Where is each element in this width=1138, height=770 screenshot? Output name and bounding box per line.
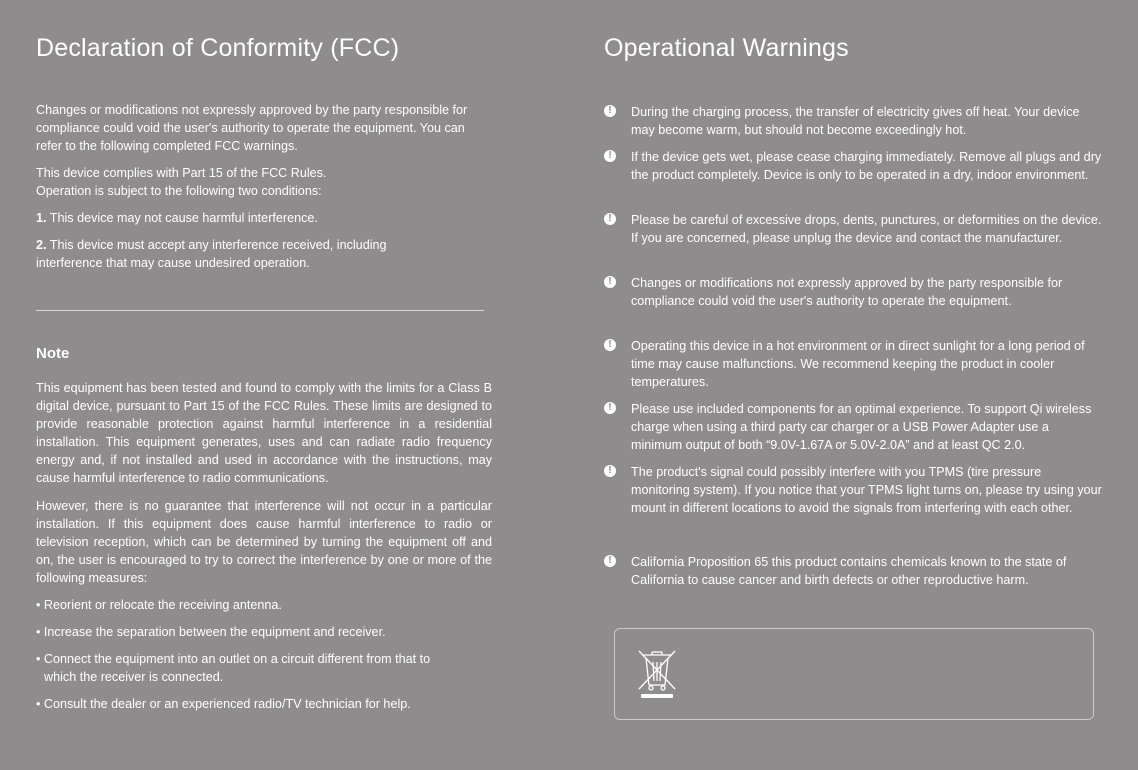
exclamation-circle-icon: ! xyxy=(604,465,616,477)
condition-2-text: This device must accept any interference received, including interference that may cause undesired operation. xyxy=(36,238,387,270)
fcc-condition-2 xyxy=(36,236,436,272)
warning-item xyxy=(604,211,1102,247)
warning-text: If the device gets wet, please cease charging immediately. Remove all plugs and dry the product completely. Device is only to be operated in a dry, indoor environment. xyxy=(631,150,1102,182)
warning-item xyxy=(604,463,1102,517)
warning-text: Operating this device in a hot environment or in direct sunlight for a long period of time may cause malfunctions. We recommend keeping the product in cooler temperatures. xyxy=(631,339,1085,389)
exclamation-circle-icon: ! xyxy=(604,105,616,117)
fcc-intro: Changes or modifications not expressly approved by the party responsible for compliance could void the user's authority to operate the equipment. You can refer to the following completed FCC warnings. xyxy=(36,103,468,153)
warning-item xyxy=(604,103,1102,139)
fcc-title: Declaration of Conformity (FCC) xyxy=(36,34,400,62)
exclamation-circle-icon: ! xyxy=(604,276,616,288)
condition-2-number: 2. xyxy=(36,238,47,252)
exclamation-circle-icon: ! xyxy=(604,402,616,414)
fcc-complies-line2: Operation is subject to the following two conditions: xyxy=(36,184,322,198)
warning-item xyxy=(604,400,1102,454)
fcc-condition-1 xyxy=(36,209,494,227)
warning-text: Please be careful of excessive drops, dents, punctures, or deformities on the device. If you are concerned, please unplug the device and contact the manufacturer. xyxy=(631,213,1102,245)
condition-1-number: 1. xyxy=(36,211,47,225)
measure-item: • Increase the separation between the equipment and receiver. xyxy=(36,625,386,639)
note-title: Note xyxy=(36,345,70,362)
measure-item: • Reorient or relocate the receiving antenna. xyxy=(36,598,282,612)
measure-item: • Consult the dealer or an experienced radio/TV technician for help. xyxy=(36,697,411,711)
warning-item xyxy=(604,274,1102,310)
warning-text: The product's signal could possibly interfere with you TPMS (tire pressure monitoring system). If you notice that your TPMS light turns on, please try using your mount in different locations to avoid the signals from interfering with each other. xyxy=(631,465,1102,515)
measure-item: • Connect the equipment into an outlet on a circuit different from that to xyxy=(36,652,431,666)
exclamation-circle-icon: ! xyxy=(604,213,616,225)
exclamation-circle-icon: ! xyxy=(604,555,616,567)
warning-text: Changes or modifications not expressly approved by the party responsible for compliance could void the user's authority to operate the equipment. xyxy=(631,276,1063,308)
section-divider xyxy=(36,310,484,311)
warning-item xyxy=(604,337,1102,391)
condition-1-text: This device may not cause harmful interference. xyxy=(49,211,318,225)
disposal-box xyxy=(614,628,1094,720)
warning-text: California Proposition 65 this product contains chemicals known to the state of California to cause cancer and birth defects or other reproductive harm. xyxy=(631,555,1067,587)
exclamation-circle-icon: ! xyxy=(604,339,616,351)
exclamation-circle-icon: ! xyxy=(604,150,616,162)
note-paragraph-1: This equipment has been tested and found to comply with the limits for a Class B digital device, pursuant to Part 15 of the FCC Rules. These limits are designed to provide reasonable protection against harmful interference in a residential installation. This equipment generates, uses and can radiate radio frequency energy and, if not installed and used in accordance with the instructions, may cause harmful interference to radio communications. xyxy=(36,381,492,485)
warning-text: Please use included components for an optimal experience. To support Qi wireless charge when using a third party car charger or a USB Power Adapter use a minimum output of both “9.0V-1.67A or 5.0V-2.0A” and at least QC 2.0. xyxy=(631,402,1092,452)
warning-text: During the charging process, the transfer of electricity gives off heat. Your device may become warm, but should not become exceedingly hot. xyxy=(631,105,1080,137)
warning-item xyxy=(604,553,1102,589)
note-paragraph-2: However, there is no guarantee that interference will not occur in a particular installation. If this equipment does cause harmful interference to radio or television reception, which can be determined by turning the equipment off and on, the user is encouraged to try to correct the interference by one or more of the following measures: xyxy=(36,499,492,585)
warnings-title: Operational Warnings xyxy=(604,34,849,62)
fcc-complies-line1: This device complies with Part 15 of the FCC Rules. xyxy=(36,166,327,180)
crossed-bin-weee-icon xyxy=(637,649,677,701)
warning-item xyxy=(604,148,1102,184)
measure-item-continued: which the receiver is connected. xyxy=(44,670,224,684)
